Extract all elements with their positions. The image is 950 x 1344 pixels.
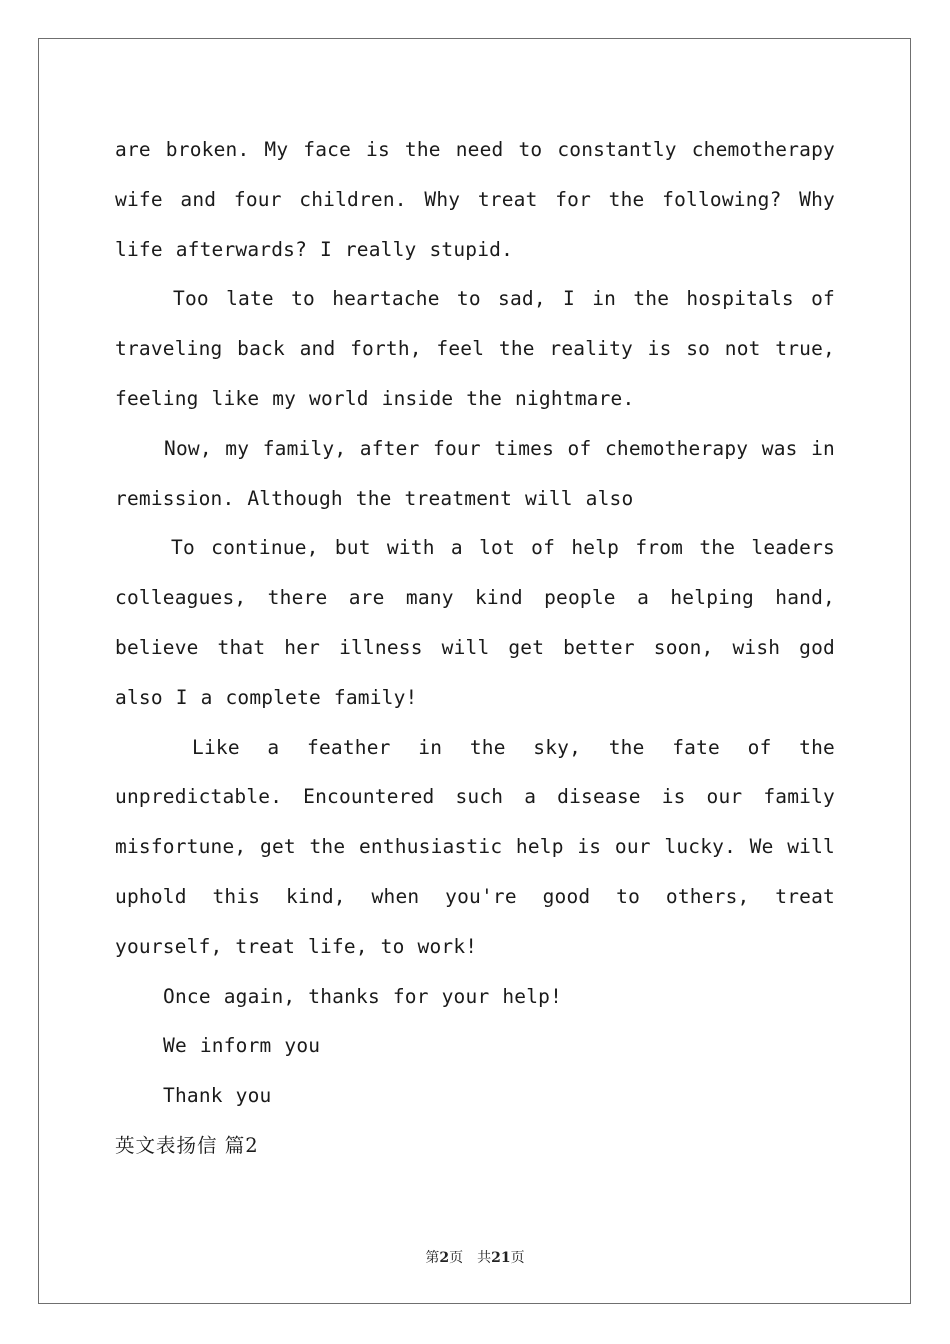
total-pages: 21 — [491, 1250, 511, 1266]
paragraph-remission: Now, my family, after four times of chemotherapy was in remission. Although the treatment will also — [115, 436, 835, 510]
total-prefix: 共 — [477, 1250, 492, 1266]
document-body — [115, 125, 835, 1171]
paragraph-help: To continue, but with a lot of help from the leaders colleagues, there are many kind people a helping hand, believe that her illness will get better soon, wish god also I a complete family! — [115, 536, 835, 709]
page-prefix: 第 — [425, 1250, 440, 1266]
closing-thanks: Once again, thanks for your help! — [163, 984, 563, 1008]
page-suffix: 页 — [449, 1250, 464, 1266]
paragraph-hospitals: Too late to heartache to sad, I in the hospitals of traveling back and forth, feel the reality is so not true, feeling like my world inside the nightmare. — [115, 287, 835, 410]
page-footer — [0, 1247, 950, 1267]
section-heading: 英文表扬信 篇2 — [115, 1133, 259, 1157]
total-suffix: 页 — [510, 1250, 525, 1266]
paragraph-continuation: are broken. My face is the need to constantly chemotherapy wife and four children. Why treat for the following? Why life afterwards? I really stupid. — [115, 138, 835, 261]
closing-inform: We inform you — [163, 1034, 321, 1058]
paragraph-feather: Like a feather in the sky, the fate of the unpredictable. Encountered such a disease is our family misfortune, get the enthusiastic help is our lucky. We will uphold this kind, when you're good to others, treat yourself, treat life, to work! — [115, 735, 835, 958]
page-number: 2 — [439, 1250, 450, 1266]
closing-thank-you: Thank you — [163, 1084, 272, 1108]
